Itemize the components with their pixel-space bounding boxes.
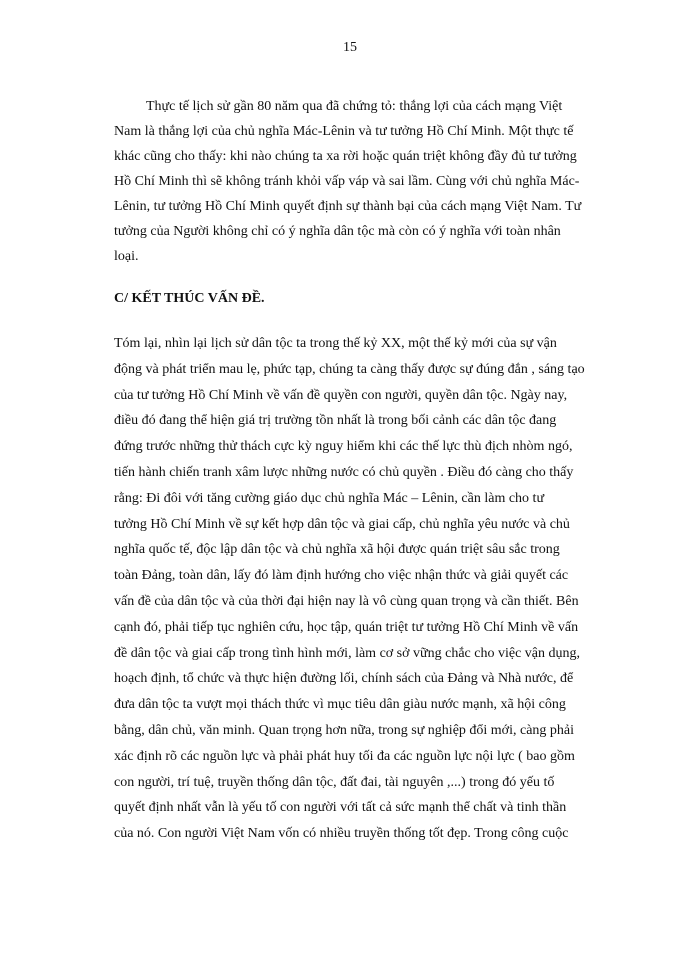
paragraph-line: Tóm lại, nhìn lại lịch sử dân tộc ta trong thế kỷ XX, một thế kỷ mới của sự vận [114,336,557,351]
paragraph-line: loại. [114,249,139,264]
paragraph-line: bằng, dân chủ, văn minh. Quan trọng hơn nữa, trong sự nghiệp đổi mới, càng phải [114,722,575,738]
paragraph-line: hoạch định, tổ chức và thực hiện đường lối, chính sách của Đảng và Nhà nước, để [114,671,574,687]
section-heading: C/ KẾT THÚC VẤN ĐỀ. [114,291,265,306]
paragraph-2 [114,331,634,847]
paragraph-line: tưởng của Người không chỉ có ý nghĩa dân tộc mà còn có ý nghĩa với toàn nhân [114,224,561,239]
paragraph-line: cạnh đó, phải tiếp tục nghiên cứu, học tập, quán triệt tư tưởng Hồ Chí Minh về vấn [114,619,579,635]
paragraph-line: tiến hành chiến tranh xâm lược những nước có chủ quyền . Điều đó càng cho thấy [114,464,574,480]
paragraph-line: khác cũng cho thấy: khi nào chúng ta xa rời hoặc quán triệt không đầy đủ tư tưởng [114,149,577,164]
paragraph-line: con người, trí tuệ, truyền thống dân tộc, đất đai, tài nguyên ,...) trong đó yếu tố [114,774,555,790]
paragraph-line: đề dân tộc và giai cấp trong tình hình mới, làm cơ sở vững chắc cho việc vận dụng, [114,645,581,661]
paragraph-line: toàn Đảng, toàn dân, lấy đó làm định hướng cho việc nhận thức và giải quyết các [114,568,569,584]
paragraph-line: Thực tế lịch sử gần 80 năm qua đã chứng tỏ: thắng lợi của cách mạng Việt [146,99,563,114]
paragraph-line: vấn đề của dân tộc và của thời đại hiện nay là vô cùng quan trọng và cần thiết. Bên [114,593,579,609]
paragraph-line: xác định rõ các nguồn lực và phải phát huy tối đa các nguồn lực nội lực ( bao gồm [114,748,575,764]
page-number: 15 [343,40,357,55]
paragraph-line: nghĩa quốc tế, độc lập dân tộc và chủ nghĩa xã hội được quán triệt sâu sắc trong [114,542,560,558]
paragraph-line: đứng trước những thử thách cực kỳ nguy hiểm khi các thế lực thù địch nhòm ngó, [114,439,573,455]
paragraph-line: của tư tưởng Hồ Chí Minh về vấn đề quyền con người, quyền dân tộc. Ngày nay, [114,387,568,403]
paragraph-line: Lênin, tư tưởng Hồ Chí Minh quyết định sự thành bại của cách mạng Việt Nam. Tư [114,199,582,214]
paragraph-line: quyết định nhất vẫn là yếu tố con người với tất cả sức mạnh thể chất và tinh thần [114,800,567,816]
paragraph-line: điều đó đang thể hiện giá trị trường tồn nhất là trong bối cảnh các dân tộc đang [114,413,557,429]
paragraph-line: rằng: Đi đôi với tăng cường giáo dục chủ nghĩa Mác – Lênin, cần làm cho tư [114,490,545,506]
paragraph-line: Hồ Chí Minh thì sẽ không tránh khỏi vấp váp và sai lầm. Cùng với chủ nghĩa Mác- [114,174,580,189]
paragraph-line: tưởng Hồ Chí Minh về sự kết hợp dân tộc và giai cấp, chủ nghĩa yêu nước và chủ [114,516,570,532]
page-content [114,94,634,847]
paragraph-line: động và phát triển mau lẹ, phức tạp, chúng ta càng thấy được sự đúng đắn , sáng tạo [114,361,585,377]
paragraph-line: của nó. Con người Việt Nam vốn có nhiều truyền thống tốt đẹp. Trong công cuộc [114,826,569,842]
paragraph-line: Nam là thắng lợi của chủ nghĩa Mác-Lênin và tư tưởng Hồ Chí Minh. Một thực tế [114,124,574,139]
paragraph-line: đưa dân tộc ta vượt mọi thách thức vì mục tiêu dân giàu nước mạnh, xã hội công [114,697,566,713]
paragraph-1 [114,94,634,269]
